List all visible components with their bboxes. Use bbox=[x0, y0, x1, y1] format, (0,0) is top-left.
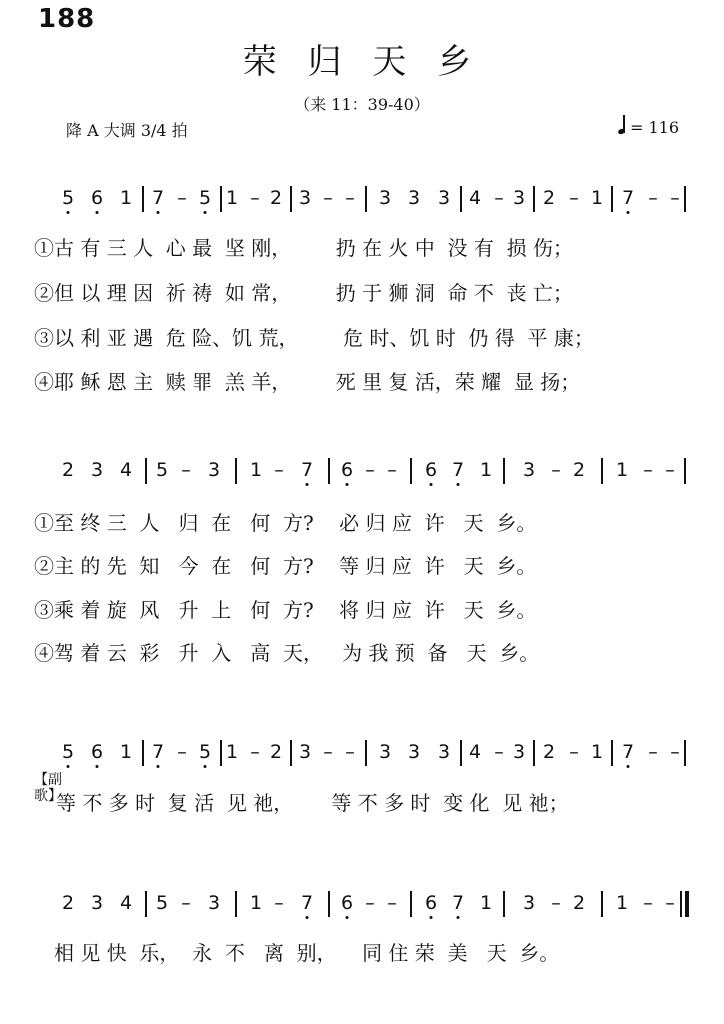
note: – bbox=[569, 187, 579, 209]
page-number: 188 bbox=[38, 4, 96, 34]
barline bbox=[220, 740, 222, 766]
notation-line-3 bbox=[0, 741, 724, 771]
lyric-line: 等 不 多 时 复 活 见 祂， 等 不 多 时 变 化 见 祂； bbox=[56, 791, 569, 815]
lyric-line: ④驾 着 云 彩 升 入 高 天， 为 我 预 备 天 乡。 bbox=[34, 641, 540, 665]
note: – bbox=[274, 459, 284, 481]
barline bbox=[680, 891, 682, 917]
octave-dot bbox=[157, 765, 160, 768]
note: 1 bbox=[615, 892, 629, 914]
lyric-line: ①古 有 三 人 心 最 坚 刚， 扔 在 火 中 没 有 损 伤； bbox=[34, 236, 573, 260]
note: – bbox=[250, 741, 260, 763]
octave-dot bbox=[204, 765, 207, 768]
barline bbox=[365, 740, 367, 766]
note: – bbox=[643, 459, 653, 481]
note: 2 bbox=[572, 892, 586, 914]
barline bbox=[533, 186, 535, 212]
tempo-marking bbox=[618, 118, 679, 137]
note: – bbox=[323, 741, 333, 763]
note: 2 bbox=[61, 892, 75, 914]
note: 2 bbox=[269, 187, 283, 209]
barline bbox=[145, 891, 147, 917]
note: 3 bbox=[298, 187, 312, 209]
note: 2 bbox=[61, 459, 75, 481]
lyric-line: ③乘 着 旋 风 升 上 何 方? 将 归 应 许 天 乡。 bbox=[34, 598, 537, 622]
octave-dot bbox=[457, 916, 460, 919]
octave-dot bbox=[96, 211, 99, 214]
octave-dot bbox=[306, 483, 309, 486]
note: 3 bbox=[298, 741, 312, 763]
octave-dot bbox=[627, 765, 630, 768]
note: 4 bbox=[119, 892, 133, 914]
note: – bbox=[365, 459, 375, 481]
note: 7 bbox=[621, 741, 635, 763]
note: – bbox=[387, 892, 397, 914]
octave-dot bbox=[627, 211, 630, 214]
note: 1 bbox=[479, 892, 493, 914]
note: – bbox=[387, 459, 397, 481]
barline bbox=[533, 740, 535, 766]
note: 5 bbox=[155, 892, 169, 914]
octave-dot bbox=[346, 483, 349, 486]
note: 5 bbox=[198, 741, 212, 763]
octave-dot bbox=[346, 916, 349, 919]
lyric-line: ①至 终 三 人 归 在 何 方? 必 归 应 许 天 乡。 bbox=[34, 511, 537, 535]
barline bbox=[142, 186, 144, 212]
barline bbox=[410, 891, 412, 917]
note: 1 bbox=[249, 892, 263, 914]
song-title: 荣 归 天 乡 bbox=[242, 42, 482, 82]
note: 6 bbox=[424, 459, 438, 481]
note: 7 bbox=[300, 892, 314, 914]
note: – bbox=[345, 187, 355, 209]
note: 2 bbox=[542, 741, 556, 763]
note: 7 bbox=[451, 892, 465, 914]
note: 5 bbox=[61, 187, 75, 209]
note: – bbox=[177, 187, 187, 209]
lyric-line: ②主 的 先 知 今 在 何 方? 等 归 应 许 天 乡。 bbox=[34, 554, 537, 578]
note: – bbox=[648, 187, 658, 209]
quarter-note-icon bbox=[618, 121, 626, 135]
note: 1 bbox=[590, 187, 604, 209]
barline bbox=[290, 740, 292, 766]
barline bbox=[601, 458, 603, 484]
note: – bbox=[569, 741, 579, 763]
note: – bbox=[250, 187, 260, 209]
barline bbox=[328, 458, 330, 484]
note: – bbox=[323, 187, 333, 209]
barline bbox=[145, 458, 147, 484]
note: 3 bbox=[90, 459, 104, 481]
lyric-line: ④耶 稣 恩 主 赎 罪 羔 羊， 死 里 复 活，荣 耀 显 扬； bbox=[34, 370, 581, 394]
barline bbox=[601, 891, 603, 917]
barline bbox=[328, 891, 330, 917]
note: 1 bbox=[119, 741, 133, 763]
note: – bbox=[274, 892, 284, 914]
notation-line-4 bbox=[0, 892, 724, 922]
note: 3 bbox=[207, 459, 221, 481]
chorus-label: 【副歌】 bbox=[34, 772, 62, 804]
barline bbox=[410, 458, 412, 484]
note: – bbox=[643, 892, 653, 914]
note: 3 bbox=[407, 187, 421, 209]
note: 4 bbox=[468, 741, 482, 763]
octave-dot bbox=[430, 483, 433, 486]
note: – bbox=[494, 187, 504, 209]
octave-dot bbox=[157, 211, 160, 214]
note: 1 bbox=[249, 459, 263, 481]
lyric-line: ②但 以 理 因 祈 祷 如 常， 扔 于 狮 洞 命 不 丧 亡； bbox=[34, 281, 573, 305]
note: 6 bbox=[340, 459, 354, 481]
lyric-line: 相 见 快 乐， 永 不 离 别， 同 住 荣 美 天 乡。 bbox=[54, 941, 560, 965]
note: 1 bbox=[225, 187, 239, 209]
note: 3 bbox=[378, 187, 392, 209]
barline bbox=[365, 186, 367, 212]
note: – bbox=[670, 187, 680, 209]
note: 6 bbox=[424, 892, 438, 914]
octave-dot bbox=[67, 765, 70, 768]
octave-dot bbox=[306, 916, 309, 919]
note: – bbox=[345, 741, 355, 763]
notation-line-1 bbox=[0, 187, 724, 217]
note: 3 bbox=[437, 187, 451, 209]
barline bbox=[290, 186, 292, 212]
octave-dot bbox=[204, 211, 207, 214]
note: 1 bbox=[225, 741, 239, 763]
note: 3 bbox=[512, 741, 526, 763]
barline bbox=[503, 891, 505, 917]
note: 3 bbox=[522, 459, 536, 481]
note: – bbox=[648, 741, 658, 763]
note: 7 bbox=[621, 187, 635, 209]
note: 6 bbox=[340, 892, 354, 914]
tempo-value: = 116 bbox=[630, 118, 680, 137]
note: 2 bbox=[542, 187, 556, 209]
note: 4 bbox=[468, 187, 482, 209]
barline bbox=[684, 458, 686, 484]
note: 4 bbox=[119, 459, 133, 481]
note: – bbox=[494, 741, 504, 763]
note: 3 bbox=[407, 741, 421, 763]
key-signature: 降 A 大调 3/4 拍 bbox=[66, 121, 188, 140]
note: 7 bbox=[151, 187, 165, 209]
barline bbox=[460, 186, 462, 212]
octave-dot bbox=[96, 765, 99, 768]
octave-dot bbox=[457, 483, 460, 486]
note: 1 bbox=[479, 459, 493, 481]
barline bbox=[611, 186, 613, 212]
note: 6 bbox=[90, 187, 104, 209]
note: – bbox=[551, 459, 561, 481]
lyric-line: ③以 利 亚 遇 危 险、饥 荒， 危 时、饥 时 仍 得 平 康； bbox=[34, 326, 594, 350]
note: 2 bbox=[572, 459, 586, 481]
notation-line-2 bbox=[0, 459, 724, 489]
barline bbox=[142, 740, 144, 766]
scripture-reference: （来 11：39-40） bbox=[294, 95, 430, 114]
note: 1 bbox=[615, 459, 629, 481]
note: – bbox=[670, 741, 680, 763]
note: – bbox=[665, 892, 675, 914]
note: 7 bbox=[451, 459, 465, 481]
note: 3 bbox=[90, 892, 104, 914]
note: 5 bbox=[155, 459, 169, 481]
note: – bbox=[177, 741, 187, 763]
note: 5 bbox=[198, 187, 212, 209]
barline bbox=[235, 458, 237, 484]
note: 6 bbox=[90, 741, 104, 763]
octave-dot bbox=[430, 916, 433, 919]
barline bbox=[684, 740, 686, 766]
barline bbox=[503, 458, 505, 484]
note: 7 bbox=[300, 459, 314, 481]
note: 3 bbox=[512, 187, 526, 209]
note: 2 bbox=[269, 741, 283, 763]
barline bbox=[684, 186, 686, 212]
barline bbox=[220, 186, 222, 212]
note: 3 bbox=[378, 741, 392, 763]
barline bbox=[460, 740, 462, 766]
note: 1 bbox=[590, 741, 604, 763]
barline bbox=[235, 891, 237, 917]
note: – bbox=[365, 892, 375, 914]
note: 3 bbox=[207, 892, 221, 914]
barline bbox=[611, 740, 613, 766]
note: – bbox=[181, 892, 191, 914]
note: 1 bbox=[119, 187, 133, 209]
note: 3 bbox=[437, 741, 451, 763]
note: – bbox=[551, 892, 561, 914]
note: – bbox=[665, 459, 675, 481]
note: – bbox=[181, 459, 191, 481]
note: 5 bbox=[61, 741, 75, 763]
note: 3 bbox=[522, 892, 536, 914]
octave-dot bbox=[67, 211, 70, 214]
note: 7 bbox=[151, 741, 165, 763]
